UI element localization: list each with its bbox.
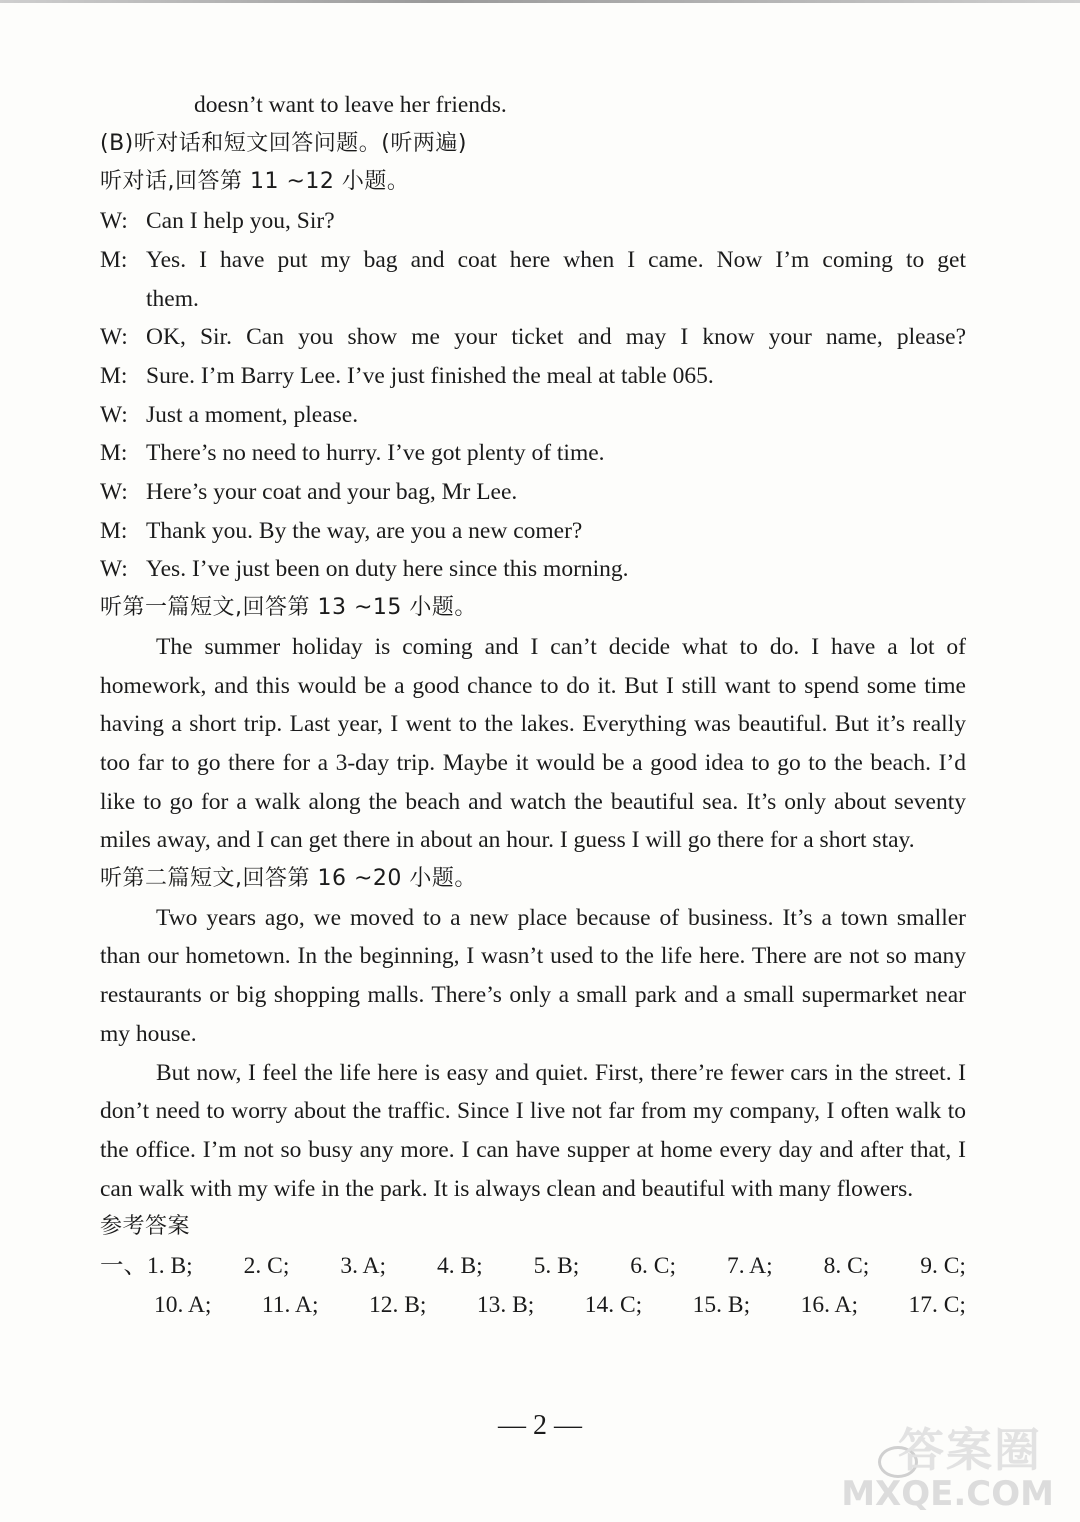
dialog-text: Yes. I’ve just been on duty here since this morning.	[146, 556, 629, 583]
speaker-label: W:	[100, 479, 128, 506]
dialog-line	[100, 202, 966, 241]
answer-item: 11. A;	[261, 1291, 319, 1318]
answer-row	[100, 1286, 966, 1325]
top-rule	[0, 0, 1080, 3]
answer-item: 8. C;	[823, 1253, 870, 1280]
passage-paragraph: But now, I feel the life here is easy and quiet. First, there’re fewer cars in the street. I don’t need to worry about the traffic. Since I live not far from my company, I often walk to the office. I’m not so busy any more. I can have supper at home every day and after that, I can walk with my wife in the park. It is always clean and beautiful with many flowers.	[100, 1059, 966, 1202]
text-line: doesn’t want to leave her friends.	[194, 92, 507, 118]
answer-item: 一、1. B;	[100, 1253, 193, 1280]
dialog-text: Thank you. By the way, are you a new comer?	[146, 517, 583, 544]
answer-item: 4. B;	[436, 1253, 483, 1280]
dialog-line	[100, 473, 966, 512]
answer-item: 6. C;	[630, 1253, 676, 1280]
speaker-label: W:	[100, 556, 128, 583]
dialog-line	[100, 434, 966, 473]
document-body	[100, 86, 966, 1325]
answer-item: 7. A;	[726, 1253, 773, 1280]
answer-item: 12. B;	[368, 1291, 427, 1318]
dialog-line	[100, 357, 966, 396]
page-number: — 2 —	[498, 1410, 582, 1441]
section-heading: 听第一篇短文,回答第 13 ~15 小题。	[100, 595, 477, 621]
passage-paragraph: The summer holiday is coming and I can’t decide what to do. I have a lot of homework, and this would be a good chance to do it. But I still want to spend some time having a short trip. Last year, I went to the lakes. Everything was beautiful. But it’s really too far to go there for a 3-day trip. Maybe it would be a good idea to go to the beach. I’d like to go for a walk along the beach and watch the beautiful sea. It’s only about seventy miles away, and I can get there in about an hour. I guess I will go there for a short stay.	[100, 633, 966, 854]
section-heading: 参考答案	[100, 1214, 191, 1240]
speaker-label: M:	[100, 517, 128, 544]
watermark-logo: 答案圈	[898, 1423, 1042, 1477]
answer-row	[100, 1247, 966, 1286]
dialog-line	[100, 241, 966, 280]
answer-item: 14. C;	[584, 1291, 643, 1318]
answer-item: 13. B;	[476, 1291, 535, 1318]
speaker-label: M:	[100, 246, 128, 273]
dialog-line	[100, 396, 966, 435]
answer-item: 10. A;	[154, 1291, 212, 1318]
dialog-line	[100, 512, 966, 551]
watermark	[841, 1406, 1062, 1516]
speaker-label: M:	[100, 362, 128, 389]
answer-item: 15. B;	[692, 1291, 751, 1318]
answer-item: 17. C;	[908, 1291, 966, 1318]
text-line: them.	[146, 285, 199, 312]
answer-item: 5. B;	[533, 1253, 580, 1280]
answer-item: 2. C;	[243, 1253, 290, 1280]
dialog-text: Here’s your coat and your bag, Mr Lee.	[146, 479, 518, 506]
passage-paragraph: Two years ago, we moved to a new place because of business. It’s a town smaller than our hometown. In the beginning, I wasn’t used to the life here. There are not so many restaurants or big shopping malls. There’s only a small park and a small supermarket near my house.	[100, 904, 966, 1047]
dialog-text: There’s no need to hurry. I’ve got plenty of time.	[146, 440, 605, 467]
dialog-text: Sure. I’m Barry Lee. I’ve just finished the meal at table 065.	[146, 362, 714, 389]
section-heading: 听对话,回答第 11 ~12 小题。	[100, 169, 410, 195]
dialog-text: Just a moment, please.	[146, 401, 359, 428]
section-heading: 听第二篇短文,回答第 16 ~20 小题。	[100, 866, 477, 892]
answer-item: 9. C;	[920, 1253, 966, 1280]
dialog-line	[100, 550, 966, 589]
dialog-text: Can I help you, Sir?	[146, 208, 335, 235]
dialog-text: OK, Sir. Can you show me your ticket and may I know your name, please?	[146, 324, 966, 351]
watermark-url: MXQE.COM	[841, 1474, 1054, 1514]
answer-item: 16. A;	[800, 1291, 859, 1318]
answer-item: 3. A;	[340, 1253, 387, 1280]
speaker-label: W:	[100, 208, 128, 235]
section-heading: (B)听对话和短文回答问题。(听两遍)	[100, 130, 467, 156]
dialog-text: Yes. I have put my bag and coat here when I came. Now I’m coming to get	[146, 246, 966, 273]
speaker-label: M:	[100, 440, 128, 467]
dialog-line	[100, 318, 966, 357]
speaker-label: W:	[100, 324, 128, 351]
speaker-label: W:	[100, 401, 128, 428]
